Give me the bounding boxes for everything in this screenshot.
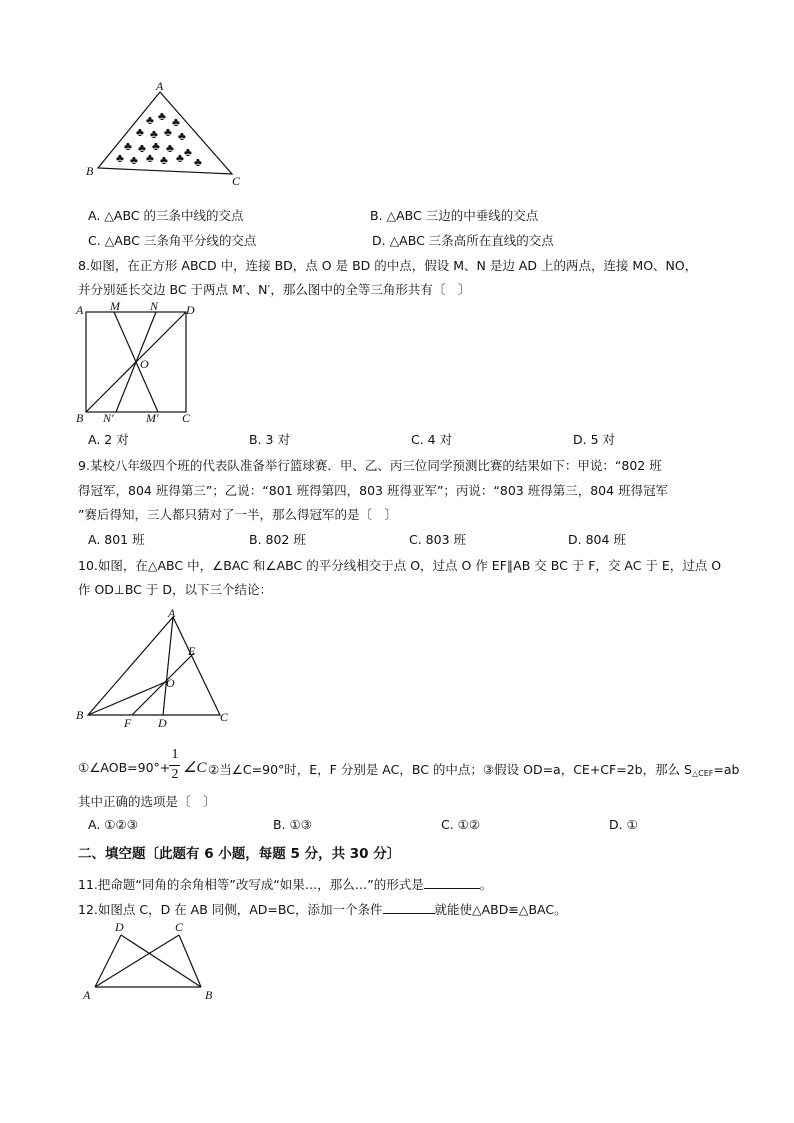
label-C: C: [182, 411, 191, 425]
label-C: C: [232, 174, 241, 188]
q8-option-b: B. 3 对: [249, 432, 290, 447]
q11-text: 11.把命题“同角的余角相等”改写成“如果…，那么…”的形式是: [78, 877, 424, 892]
q12-text: 12.如图点 C，D 在 AB 同侧，AD=BC，添加一个条件: [78, 902, 383, 917]
q9-line-2: 得冠军，804 班得第三”；乙说：“801 班得第四，803 班得亚军”；丙说：“803 班得第三，804 班得冠军: [78, 483, 669, 498]
area-subscript: △CEF: [692, 769, 714, 778]
svg-text:♣: ♣: [172, 115, 180, 129]
label-B: B: [76, 411, 84, 425]
q8-line-2: 并分别延长交边 BC 于两点 M′、N′，那么图中的全等三角形共有〔 〕: [78, 282, 471, 297]
label-B: B: [86, 164, 94, 178]
svg-text:♣: ♣: [146, 151, 154, 165]
q10-option-b: B. ①③: [273, 817, 312, 832]
q8-option-a: A. 2 对: [88, 432, 129, 447]
label-B: B: [76, 708, 84, 722]
q10-option-a: A. ①②③: [88, 817, 138, 832]
q10-conclusion-1: ①∠AOB=90°+: [78, 760, 171, 775]
svg-text:♣: ♣: [138, 141, 146, 155]
q7-option-d: D. △ABC 三条高所在直线的交点: [372, 233, 554, 248]
q10-option-d: D. ①: [609, 817, 638, 832]
svg-text:♣: ♣: [160, 153, 168, 167]
fraction-denominator: 2: [171, 767, 179, 782]
label-M-prime: M′: [146, 411, 159, 425]
section-2-heading: 二、填空题〔此题有 6 小题，每题 5 分，共 30 分〕: [78, 846, 401, 862]
quadrilateral-figure: [75, 915, 225, 1005]
label-A: A: [83, 988, 91, 1002]
angle-c: ∠C: [183, 760, 207, 776]
svg-text:♣: ♣: [124, 139, 132, 153]
q12-tail: 就能使△ABD≌△BAC。: [434, 902, 567, 917]
q10-conclusion-3-tail: =ab: [713, 762, 740, 777]
svg-text:♣: ♣: [184, 145, 192, 159]
svg-text:♣: ♣: [152, 139, 160, 153]
q9-option-d: D. 804 班: [568, 532, 626, 547]
q7-option-c: C. △ABC 三条角平分线的交点: [88, 233, 257, 248]
label-D: D: [115, 920, 124, 934]
q8-line-1: 8.如图，在正方形 ABCD 中，连接 BD，点 O 是 BD 的中点，假设 M、N 是边 AD 上的两点，连接 MO、NO，: [78, 258, 698, 273]
label-O: O: [166, 676, 175, 690]
label-N: N: [150, 299, 159, 313]
svg-text:♣: ♣: [150, 127, 158, 141]
label-D: D: [186, 303, 195, 317]
q8-option-c: C. 4 对: [411, 432, 453, 447]
tree-pattern: [116, 109, 202, 169]
svg-text:♣: ♣: [166, 141, 174, 155]
q10-conclusion-2-text: ②当∠C=90°时，E，F 分别是 AC，BC 的中点；③假设 OD=a，CE+CF=2b，那么 S: [208, 762, 692, 777]
q9-option-b: B. 802 班: [249, 532, 306, 547]
square-figure: [70, 298, 200, 428]
q10-conclusion-2-3: [208, 760, 739, 778]
q8-option-d: D. 5 对: [573, 432, 615, 447]
triangle-bisector-figure: [70, 605, 240, 730]
label-F: F: [124, 716, 132, 730]
label-D: D: [158, 716, 167, 730]
fraction-numerator: 1: [171, 747, 179, 762]
label-C: C: [220, 710, 229, 724]
q9-line-3: ”赛后得知，三人都只猜对了一半，那么得冠军的是〔 〕: [78, 507, 397, 522]
label-C: C: [175, 920, 184, 934]
svg-text:♣: ♣: [164, 125, 172, 139]
label-M: M: [110, 299, 120, 313]
svg-text:♣: ♣: [176, 151, 184, 165]
q11-tail: 。: [479, 877, 493, 892]
svg-text:♣: ♣: [116, 151, 124, 165]
label-A: A: [156, 79, 164, 93]
q9-option-a: A. 801 班: [88, 532, 145, 547]
q11: [78, 875, 492, 893]
label-A: A: [76, 303, 84, 317]
q10-line-1: 10.如图，在△ABC 中，∠BAC 和∠ABC 的平分线相交于点 O，过点 O 作 EF∥AB 交 BC 于 F，交 AC 于 E，过点 O: [78, 558, 722, 573]
q7-option-a: A. △ABC 的三条中线的交点: [88, 208, 244, 223]
q10-line-2: 作 OD⊥BC 于 D，以下三个结论：: [78, 582, 272, 597]
label-A: A: [168, 606, 176, 620]
label-B: B: [205, 988, 213, 1002]
svg-text:♣: ♣: [136, 125, 144, 139]
q10-option-c: C. ①②: [441, 817, 481, 832]
label-O: O: [140, 357, 149, 371]
svg-text:♣: ♣: [146, 113, 154, 127]
q10-line-4: 其中正确的选项是〔 〕: [78, 794, 216, 809]
label-N-prime: N′: [103, 411, 114, 425]
label-E: E: [188, 644, 196, 658]
q9-line-1: 9.某校八年级四个班的代表队准备举行篮球赛．甲、乙、丙三位同学预测比赛的结果如下：甲说：“802 班: [78, 458, 662, 473]
svg-text:♣: ♣: [158, 109, 166, 123]
triangle-trees-figure: [80, 78, 250, 188]
fraction-bar: [169, 765, 180, 766]
q9-option-c: C. 803 班: [409, 532, 467, 547]
svg-text:♣: ♣: [178, 129, 186, 143]
q11-answer-blank[interactable]: [424, 877, 480, 889]
q12-answer-blank[interactable]: [383, 902, 435, 914]
svg-text:♣: ♣: [130, 153, 138, 167]
svg-text:♣: ♣: [194, 155, 202, 169]
q7-option-b: B. △ABC 三边的中垂线的交点: [370, 208, 539, 223]
